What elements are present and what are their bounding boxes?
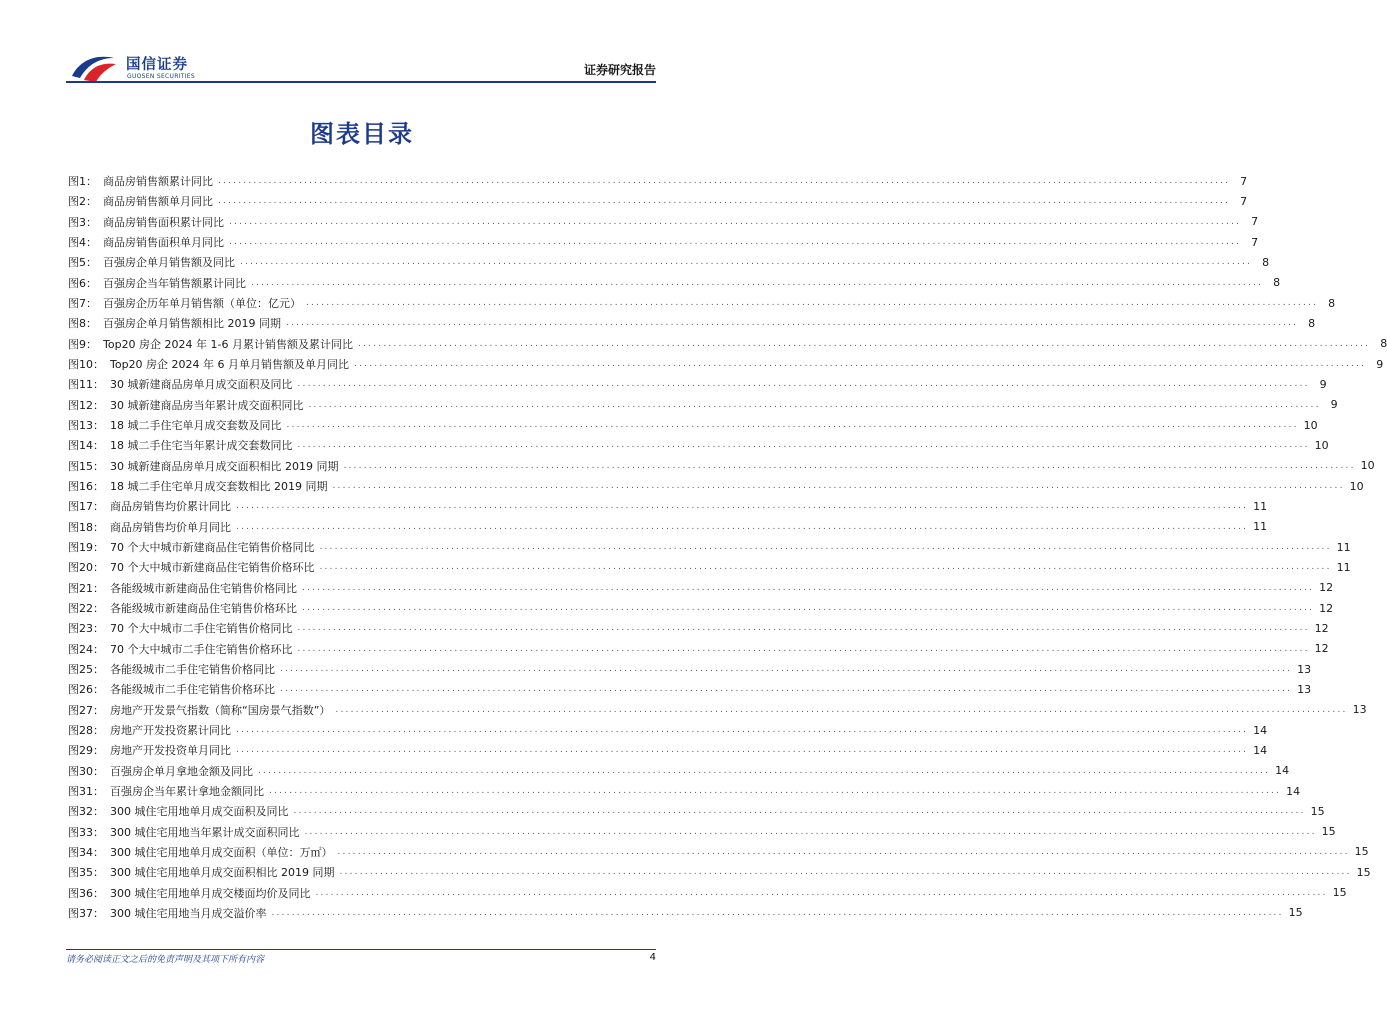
toc-entry-label: 图12： xyxy=(68,398,104,412)
toc-entry-title: 18 城二手住宅当年累计成交套数同比 xyxy=(110,439,293,453)
toc-entry-label: 图21： xyxy=(68,581,104,595)
toc-entry-title: 300 城住宅用地单月成交面积及同比 xyxy=(110,805,289,819)
toc-dot-leader: ........................................................................................................................................................................................................ xyxy=(297,440,1310,451)
toc-entry-page: 7 xyxy=(1240,194,1248,208)
toc-dot-leader: ........................................................................................................................................................................................................ xyxy=(358,338,1371,349)
toc-entry-label: 图32： xyxy=(68,805,104,819)
toc-dot-leader: ........................................................................................................................................................................................................ xyxy=(315,887,1328,898)
toc-entry[interactable] xyxy=(68,496,1268,516)
toc-entry[interactable] xyxy=(68,598,1334,618)
toc-entry-title: 70 个大中城市二手住宅销售价格同比 xyxy=(110,622,293,636)
toc-dot-leader: ........................................................................................................................................................................................................ xyxy=(286,420,1299,431)
toc-dot-leader: ........................................................................................................................................................................................................ xyxy=(339,867,1352,878)
toc-entry-title: 18 城二手住宅单月成交套数及同比 xyxy=(110,419,282,433)
toc-entry-page: 14 xyxy=(1253,743,1268,757)
toc-entry-label: 图36： xyxy=(68,886,104,900)
toc-entry[interactable] xyxy=(68,618,1329,638)
toc-entry-page: 13 xyxy=(1352,703,1367,717)
toc-entry-page: 11 xyxy=(1253,499,1268,513)
toc-entry[interactable] xyxy=(68,212,1259,232)
toc-entry[interactable] xyxy=(68,700,1367,720)
toc-entry[interactable] xyxy=(68,903,1303,923)
toc-entry-label: 图24： xyxy=(68,642,104,656)
guosen-logo-icon xyxy=(70,52,120,82)
toc-entry[interactable] xyxy=(68,639,1329,659)
toc-entry-page: 8 xyxy=(1273,276,1281,290)
toc-entry-title: 百强房企当年销售额累计同比 xyxy=(103,276,246,290)
toc-entry-page: 15 xyxy=(1310,804,1325,818)
toc-entry-page: 11 xyxy=(1253,520,1268,534)
toc-entry-page: 8 xyxy=(1308,316,1316,330)
toc-entry-title: Top20 房企 2024 年 6 月单月销售额及单月同比 xyxy=(110,358,350,372)
toc-dot-leader: ........................................................................................................................................................................................................ xyxy=(236,725,1249,736)
toc-entry-title: 百强房企当年累计拿地金额同比 xyxy=(110,785,264,798)
toc-entry-label: 图26： xyxy=(68,683,104,697)
footer-divider xyxy=(66,949,656,950)
toc-entry-title: 各能级城市二手住宅销售价格同比 xyxy=(110,663,275,677)
toc-entry-page: 10 xyxy=(1360,459,1375,473)
toc-entry-page: 7 xyxy=(1251,235,1259,249)
toc-entry[interactable] xyxy=(68,862,1371,882)
toc-dot-leader: ........................................................................................................................................................................................................ xyxy=(306,298,1319,309)
toc-dot-leader: ........................................................................................................................................................................................................ xyxy=(286,318,1299,329)
toc-entry-page: 15 xyxy=(1354,845,1369,859)
toc-dot-leader: ........................................................................................................................................................................................................ xyxy=(297,623,1310,634)
toc-entry-label: 图10： xyxy=(68,358,104,372)
toc-entry-page: 15 xyxy=(1288,906,1303,920)
toc-entry[interactable] xyxy=(68,374,1327,394)
toc-entry-label: 图17： xyxy=(68,500,104,514)
toc-dot-leader: ........................................................................................................................................................................................................ xyxy=(236,745,1249,756)
toc-entry[interactable] xyxy=(68,517,1268,537)
toc-entry[interactable] xyxy=(68,679,1312,699)
toc-entry-page: 15 xyxy=(1332,886,1347,900)
toc-entry-title: 商品房销售均价单月同比 xyxy=(110,520,231,534)
toc-entry-label: 图20： xyxy=(68,561,104,575)
toc-dot-leader: ........................................................................................................................................................................................................ xyxy=(297,643,1310,654)
toc-entry[interactable] xyxy=(68,313,1316,333)
toc-entry[interactable] xyxy=(68,415,1318,435)
toc-entry-label: 图13： xyxy=(68,419,104,433)
toc-entry-page: 12 xyxy=(1314,621,1329,635)
toc-dot-leader: ........................................................................................................................................................................................................ xyxy=(319,562,1332,573)
toc-entry-page: 10 xyxy=(1303,418,1318,432)
toc-entry-title: 70 个大中城市新建商品住宅销售价格同比 xyxy=(110,541,315,555)
toc-entry-title: 百强房企历年单月销售额（单位：亿元） xyxy=(103,297,301,311)
toc-entry-page: 8 xyxy=(1328,296,1336,310)
toc-entry-title: 各能级城市二手住宅销售价格环比 xyxy=(110,683,275,697)
toc-dot-leader: ........................................................................................................................................................................................................ xyxy=(218,176,1231,187)
toc-entry-title: 18 城二手住宅单月成交套数相比 2019 同期 xyxy=(110,480,328,494)
toc-entry-label: 图15： xyxy=(68,459,104,473)
toc-entry[interactable] xyxy=(68,740,1268,760)
toc-entry-title: 商品房销售额单月同比 xyxy=(103,195,213,209)
toc-entry-title: Top20 房企 2024 年 1-6 月累计销售额及累计同比 xyxy=(103,337,354,351)
toc-dot-leader: ........................................................................................................................................................................................................ xyxy=(236,501,1249,512)
toc-entry-label: 图34： xyxy=(68,845,104,859)
toc-entry-page: 12 xyxy=(1319,601,1334,615)
toc-dot-leader: ........................................................................................................................................................................................................ xyxy=(302,582,1315,593)
toc-entry-label: 图31： xyxy=(68,785,104,798)
toc-dot-leader: ........................................................................................................................................................................................................ xyxy=(319,542,1332,553)
toc-entry-page: 13 xyxy=(1297,682,1312,696)
toc-dot-leader: ........................................................................................................................................................................................................ xyxy=(271,907,1284,918)
toc-entry-title: 30 城新建商品房当年累计成交面积同比 xyxy=(110,398,304,412)
toc-entry-title: 百强房企单月销售额及同比 xyxy=(103,256,235,270)
figure-toc-list xyxy=(68,171,1387,923)
toc-entry-label: 图22： xyxy=(68,602,104,616)
toc-entry[interactable] xyxy=(68,781,1301,801)
toc-entry-page: 7 xyxy=(1251,215,1259,229)
toc-entry[interactable] xyxy=(68,476,1364,496)
toc-entry-label: 图11： xyxy=(68,378,104,392)
toc-entry-page: 11 xyxy=(1336,540,1351,554)
toc-dot-leader: ........................................................................................................................................................................................................ xyxy=(258,765,1271,776)
toc-entry[interactable] xyxy=(68,578,1334,598)
toc-entry-title: 百强房企单月销售额相比 2019 同期 xyxy=(103,317,281,331)
toc-entry-label: 图16： xyxy=(68,480,104,494)
toc-entry[interactable] xyxy=(68,435,1329,455)
toc-entry-title: 300 城住宅用地当年累计成交面积同比 xyxy=(110,825,300,839)
toc-dot-leader: ........................................................................................................................................................................................................ xyxy=(236,521,1249,532)
toc-entry-page: 9 xyxy=(1319,377,1327,391)
toc-entry-page: 10 xyxy=(1349,479,1364,493)
toc-entry[interactable] xyxy=(68,801,1325,821)
toc-dot-leader: ........................................................................................................................................................................................................ xyxy=(354,359,1367,370)
toc-entry-title: 30 城新建商品房单月成交面积及同比 xyxy=(110,378,293,392)
logo-company-en: GUOSEN SECURITIES xyxy=(127,73,196,80)
toc-entry-title: 各能级城市新建商品住宅销售价格同比 xyxy=(110,581,297,595)
toc-entry-title: 商品房销售额累计同比 xyxy=(103,175,213,189)
toc-entry-title: 300 城住宅用地单月成交楼面均价及同比 xyxy=(110,886,311,900)
toc-entry[interactable] xyxy=(68,334,1387,354)
toc-entry-page: 15 xyxy=(1356,865,1371,879)
toc-entry-title: 各能级城市新建商品住宅销售价格环比 xyxy=(110,602,297,616)
toc-entry-title: 30 城新建商品房单月成交面积相比 2019 同期 xyxy=(110,459,339,473)
toc-entry-title: 商品房销售面积单月同比 xyxy=(103,236,224,250)
toc-dot-leader: ........................................................................................................................................................................................................ xyxy=(280,684,1293,695)
toc-entry[interactable] xyxy=(68,659,1312,679)
toc-entry[interactable] xyxy=(68,882,1347,902)
toc-entry-label: 图8： xyxy=(68,317,97,331)
toc-entry-page: 10 xyxy=(1314,438,1329,452)
toc-entry-page: 14 xyxy=(1286,784,1301,798)
toc-entry-page: 14 xyxy=(1275,764,1290,778)
report-type: 证券研究报告 xyxy=(583,63,656,77)
toc-entry[interactable] xyxy=(68,191,1248,211)
toc-entry-title: 70 个大中城市二手住宅销售价格环比 xyxy=(110,642,293,656)
toc-dot-leader: ........................................................................................................................................................................................................ xyxy=(343,460,1356,471)
toc-entry[interactable] xyxy=(68,293,1336,313)
toc-entry-label: 图25： xyxy=(68,663,104,677)
toc-entry[interactable] xyxy=(68,761,1290,781)
toc-dot-leader: ........................................................................................................................................................................................................ xyxy=(337,846,1350,857)
toc-entry[interactable] xyxy=(68,822,1336,842)
toc-entry-label: 图29： xyxy=(68,744,104,758)
logo-company-cn: 国信证券 xyxy=(126,57,188,73)
toc-entry-label: 图19： xyxy=(68,541,104,555)
toc-entry-page: 11 xyxy=(1336,560,1351,574)
toc-dot-leader: ........................................................................................................................................................................................................ xyxy=(335,704,1348,715)
page-number: 4 xyxy=(649,952,656,963)
toc-entry-title: 70 个大中城市新建商品住宅销售价格环比 xyxy=(110,561,315,575)
toc-entry-title: 房地产开发投资累计同比 xyxy=(110,724,231,738)
toc-entry[interactable] xyxy=(68,171,1248,191)
toc-entry-label: 图23： xyxy=(68,622,104,636)
toc-entry[interactable] xyxy=(68,537,1351,557)
toc-entry-label: 图27： xyxy=(68,703,104,717)
toc-entry[interactable] xyxy=(68,354,1384,374)
toc-dot-leader: ........................................................................................................................................................................................................ xyxy=(302,603,1315,614)
toc-entry-title: 房地产开发景气指数（简称“国房景气指数”） xyxy=(110,703,331,717)
toc-dot-leader: ........................................................................................................................................................................................................ xyxy=(229,216,1242,227)
toc-entry-page: 9 xyxy=(1376,357,1384,371)
toc-entry-label: 图37： xyxy=(68,906,104,920)
toc-entry-title: 房地产开发投资单月同比 xyxy=(110,744,231,758)
toc-entry-label: 图6： xyxy=(68,276,97,290)
toc-dot-leader: ........................................................................................................................................................................................................ xyxy=(280,664,1293,675)
toc-entry-label: 图5： xyxy=(68,256,97,270)
toc-entry[interactable] xyxy=(68,395,1338,415)
toc-dot-leader: ........................................................................................................................................................................................................ xyxy=(297,379,1310,390)
toc-entry-title: 300 城住宅用地单月成交面积（单位：万㎡） xyxy=(110,845,333,859)
toc-entry[interactable] xyxy=(68,232,1259,252)
toc-entry-label: 图18： xyxy=(68,520,104,534)
toc-entry[interactable] xyxy=(68,720,1268,740)
page-title: 图表目录 xyxy=(310,120,414,148)
toc-entry-label: 图1： xyxy=(68,175,97,189)
toc-entry[interactable] xyxy=(68,842,1369,862)
toc-entry-page: 12 xyxy=(1314,642,1329,656)
toc-entry-label: 图33： xyxy=(68,825,104,839)
toc-entry-label: 图30： xyxy=(68,764,104,778)
toc-entry[interactable] xyxy=(68,273,1281,293)
toc-entry-label: 图9： xyxy=(68,337,97,351)
toc-dot-leader: ........................................................................................................................................................................................................ xyxy=(251,277,1264,288)
toc-entry[interactable] xyxy=(68,456,1375,476)
toc-dot-leader: ........................................................................................................................................................................................................ xyxy=(218,196,1231,207)
footer-disclaimer: 请务必阅读正文之后的免责声明及其项下所有内容 xyxy=(66,955,265,965)
toc-dot-leader: ........................................................................................................................................................................................................ xyxy=(304,826,1317,837)
toc-entry-page: 8 xyxy=(1262,255,1270,269)
toc-entry-label: 图35： xyxy=(68,866,104,880)
toc-dot-leader: ........................................................................................................................................................................................................ xyxy=(240,257,1253,268)
toc-entry-title: 300 城住宅用地当月成交溢价率 xyxy=(110,906,267,920)
toc-dot-leader: ........................................................................................................................................................................................................ xyxy=(293,806,1306,817)
toc-entry-label: 图28： xyxy=(68,724,104,738)
toc-entry-label: 图3： xyxy=(68,215,97,229)
toc-entry[interactable] xyxy=(68,557,1351,577)
toc-entry-page: 15 xyxy=(1321,825,1336,839)
header-divider xyxy=(66,81,656,83)
toc-entry-page: 7 xyxy=(1240,174,1248,188)
toc-entry-title: 百强房企单月拿地金额及同比 xyxy=(110,764,253,778)
toc-entry-title: 商品房销售面积累计同比 xyxy=(103,215,224,229)
toc-entry-page: 13 xyxy=(1297,662,1312,676)
page-header xyxy=(66,50,656,84)
toc-entry-title: 商品房销售均价累计同比 xyxy=(110,500,231,514)
toc-entry[interactable] xyxy=(68,252,1270,272)
guosen-logo xyxy=(70,52,230,84)
toc-entry-title: 300 城住宅用地单月成交面积相比 2019 同期 xyxy=(110,866,335,880)
toc-entry-page: 9 xyxy=(1330,398,1338,412)
toc-entry-page: 8 xyxy=(1380,337,1387,351)
toc-dot-leader: ........................................................................................................................................................................................................ xyxy=(229,237,1242,248)
toc-entry-label: 图4： xyxy=(68,236,97,250)
toc-entry-label: 图14： xyxy=(68,439,104,453)
toc-entry-page: 12 xyxy=(1319,581,1334,595)
toc-entry-label: 图7： xyxy=(68,297,97,311)
toc-dot-leader: ........................................................................................................................................................................................................ xyxy=(308,399,1321,410)
toc-entry-label: 图2： xyxy=(68,195,97,209)
toc-dot-leader: ........................................................................................................................................................................................................ xyxy=(332,481,1345,492)
toc-dot-leader: ........................................................................................................................................................................................................ xyxy=(269,786,1282,796)
toc-entry-page: 14 xyxy=(1253,723,1268,737)
